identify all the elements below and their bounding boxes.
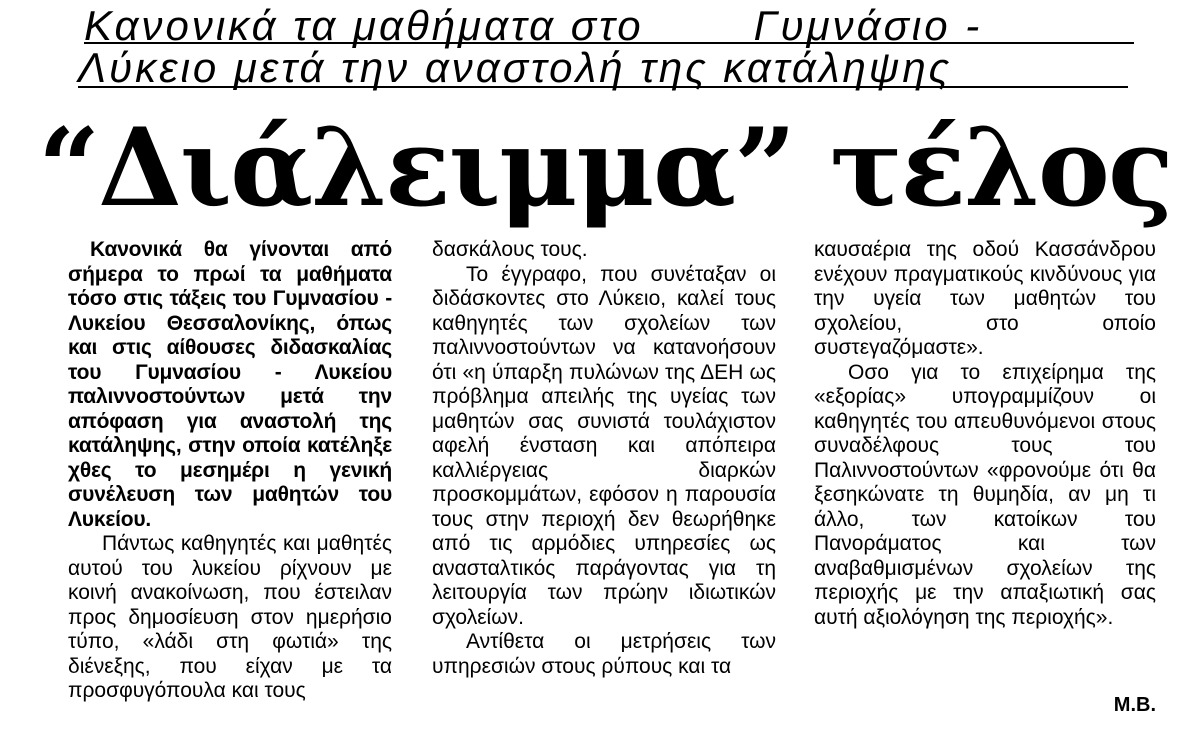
kicker-line-1a: Κανονικά τα μαθήματα στο — [84, 2, 644, 49]
article-paragraph-1-continued: δασκάλους τους. — [432, 238, 588, 261]
article-column-2 — [432, 238, 776, 753]
kicker-line-1b: Γυμνάσιο - — [753, 2, 983, 49]
kicker-line-1 — [84, 2, 1134, 49]
article-column-1 — [68, 238, 392, 753]
article-column-3 — [814, 238, 1156, 753]
article-lead: Κανονικά θα γίνονται από σήμερα το πρωί τα μαθήματα τόσο στις τάξεις του Γυμνασίου - Λυκείου Θεσσαλονίκης, όπως και στις αίθουσες διδασκαλίας του Γυμνασίου - Λυκείου παλιννοστούντων μετά την απόφαση για αναστολή της κατάληψης, στην οποία κατέληξε χθες το μεσημέρι η γενική συνέλευση των μαθητών του Λυκείου. — [68, 238, 392, 531]
article-paragraph-3: Αντίθετα οι μετρήσεις των υπηρεσιών στους ρύπους και τα — [432, 630, 776, 678]
article-paragraph-2: Το έγγραφο, που συνέταξαν οι διδάσκοντες στο Λύκειο, καλεί τους καθηγητές των σχολείων των παλιννοστούντων να κατανοήσουν ότι «η ύπαρξη πυλώνων της ΔΕΗ ως πρόβλημα απειλής της υγείας των μαθητών σας συνιστά τουλάχιστον αφελή ένσταση και απόπειρα καλλιέργειας διαρκών προσκομμάτων, εφόσον η παρουσία τους στην περιοχή δεν θεωρήθηκε από τις αρμόδιες υπηρεσίες ως ανασταλτικός παράγοντας για τη λειτουργία των πρώην ιδιωτικών σχολείων. — [432, 262, 776, 629]
article-paragraph-1: Πάντως καθηγητές και μαθητές αυτού του λυκείου ρίχνουν με κοινή ανακοίνωση, που έστειλαν προς δημοσίευση στον ημερήσιο τύπο, «λάδι στη φωτιά» της διένεξης, που είχαν με τα προσφυγόπουλα και τους — [68, 532, 392, 702]
article-paragraph-4: Οσο για το επιχείρημα της «εξορίας» υπογραμμίζουν οι καθηγητές του απευθυνόμενοι στους συναδέλφους τους του Παλιννοστούντων «φρονούμε ότι θα ξεσηκώνατε τη θυμηδία, αν μη τι άλλο, των κατοίκων του Πανοράματος και των αναβαθμισμένων σχολείων της περιοχής με την απαξιωτική σας αυτή αξιολόγηση της περιοχής». — [814, 360, 1156, 629]
kicker-line-2: Λύκειο μετά την αναστολή της κατάληψης — [78, 46, 1128, 88]
author-signature: Μ.Β. — [1113, 694, 1156, 716]
article-paragraph-3-continued: καυσαέρια της οδού Κασσάνδρου ενέχουν πραγματικούς κινδύνους για την υγεία των μαθητών του σχολείου, στο οποίο συστεγαζόμαστε». — [814, 238, 1156, 359]
headline: “Διάλειμμα” τέλος — [38, 105, 1172, 231]
